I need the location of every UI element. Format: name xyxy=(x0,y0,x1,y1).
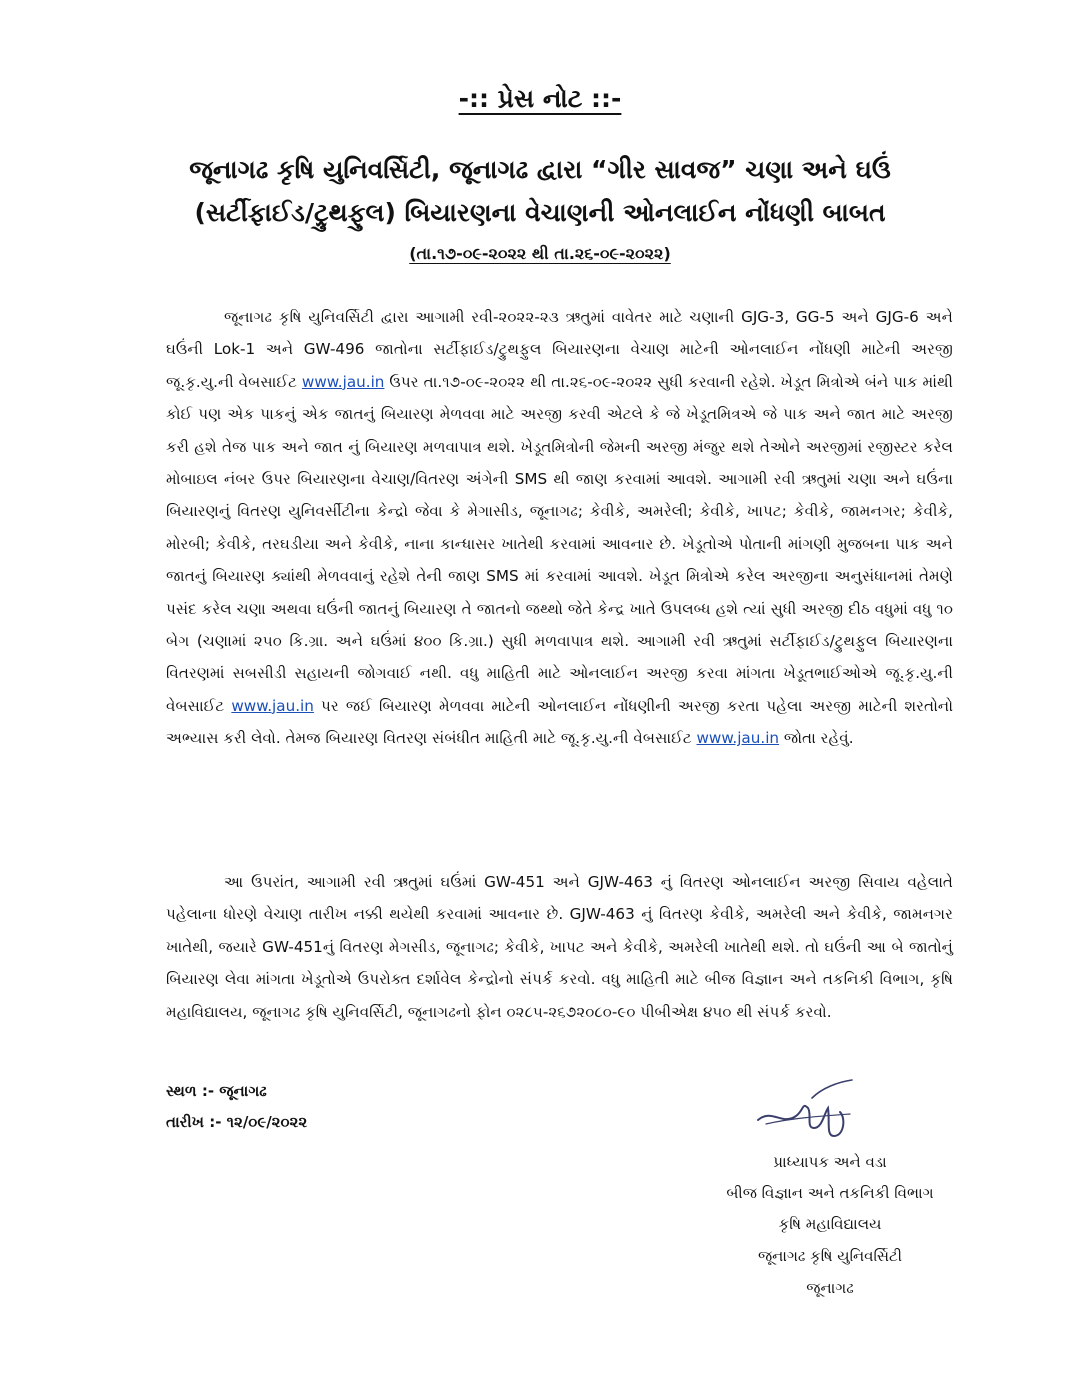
registration-date-range: (તા.૧૭-૦૯-૨૦૨૨ થી તા.૨૬-૦૯-૨૦૨૨) xyxy=(409,244,671,263)
website-link-2[interactable]: www.jau.in xyxy=(231,696,314,715)
website-link-1[interactable]: www.jau.in xyxy=(301,372,385,391)
signatory-university: જૂનાગઢ કૃષિ યુનિવર્સિટી xyxy=(757,1247,903,1265)
place-line: સ્થળ :- જૂનાગઢ xyxy=(166,1082,267,1100)
body-paragraph-1 xyxy=(166,301,953,755)
headline-line-1: જૂનાગઢ કૃષિ યુનિવર્સિટી, જૂનાગઢ દ્વારા “ગીર સાવજ” ચણા અને ઘઉં xyxy=(189,155,891,184)
press-note-title: -:: પ્રેસ નોટ ::- xyxy=(458,84,622,113)
signature-icon xyxy=(752,1078,862,1148)
para1-text-b: ઉપર તા.૧૭-૦૯-૨૦૨૨ થી તા.૨૬-૦૯-૨૦૨૨ સુધી કરવાની રહેશે. ખેડૂત મિત્રોએ બંને પાક માંથી કોઈ પણ એક પાકનું એક જાતનું બિયારણ મેળવવા માટે અરજી કરવી એટલે કે જે ખેડૂતમિત્રએ જે પાક અને જાત માટે અરજી કરી હશે તેજ પાક અને જાત નું બિયારણ મળવાપાત્ર થશે. ખેડૂતમિત્રોની જેમની અરજી મંજુર થશે તેઓને અરજીમાં રજીસ્ટર કરેલ મોબાઇલ નંબર ઉપર બિયારણના વેચાણ/વિતરણ અંગેની SMS થી જાણ કરવામાં આવશે. આગામી રવી ઋતુમાં ચણા અને ઘઉંના બિયારણનું વિતરણ યુનિવર્સીટીના કેન્દ્રો જેવા કે મેગાસીડ, જૂનાગઢ; કેવીકે, અમરેલી; કેવીકે, ખાપટ; કેવીકે, જામનગર; કેવીકે, મોરબી; કેવીકે, તરઘડીયા અને કેવીકે, નાના કાન્ધાસર ખાતેથી કરવામાં આવનાર છે. ખેડૂતોએ પોતાની માંગણી મુજબના પાક અને જાતનું બિયારણ ક્યાંથી મેળવવાનું રહેશે તેની જાણ SMS માં કરવામાં આવશે. ખેડૂત મિત્રોએ કરેલ અરજીના અનુસંધાનમાં તેમણે પસંદ કરેલ ચણા અથવા ઘઉંની જાતનું બિયારણ તે જાતનો જથ્થો જેતે કેન્દ્ર ખાતે ઉપલબ્ધ હશે ત્યાં સુધી અરજી દીઠ વધુમાં વધુ ૧૦ બેગ (ચણામાં ૨૫૦ કિ.ગ્રા. અને ઘઉંમાં ૪૦૦ કિ.ગ્રા.) સુધી મળવાપાત્ર થશે. આગામી રવી ઋતુમાં સર્ટીફાઈડ/ટ્રુથફુલ બિયારણના વિતરણમાં સબસીડી સહાયની જોગવાઈ નથી. વધુ માહિતી માટે ઓનલાઈન અરજી કરવા માંગતા ખેડૂતભાઈઓએ જૂ.કૃ.યુ.ની વેબસાઈટ xyxy=(166,372,953,715)
signatory-title: પ્રાધ્યાપક અને વડા xyxy=(773,1153,887,1171)
body-paragraph-2: આ ઉપરાંત, આગામી રવી ઋતુમાં ઘઉંમાં GW-451 અને GJW-463 નું વિતરણ ઓનલાઈન અરજી સિવાય વહેલાતે પહેલાના ધોરણે વેચાણ તારીખ નક્કી થયેથી કરવામાં આવનાર છે. GJW-463 નું વિતરણ કેવીકે, અમરેલી અને કેવીકે, જામનગર ખાતેથી, જયારે GW-451નું વિતરણ મેગસીડ, જૂનાગઢ; કેવીકે, ખાપટ અને કેવીકે, અમરેલી ખાતેથી થશે. તો ઘઉંની આ બે જાતોનું બિયારણ લેવા માંગતા ખેડૂતોએ ઉપરોક્ત દર્શાવેલ કેન્દ્રોનો સંપર્ક કરવો. વધુ માહિતી માટે બીજ વિજ્ઞાન અને તકનિકી વિભાગ, કૃષિ મહાવિદ્યાલય, જૂનાગઢ કૃષિ યુનિવર્સિટી, જૂનાગઢનો ફોન ૦૨૮૫-૨૬૭૨૦૮૦-૯૦ પીબીએક્ષ ૪૫૦ થી સંપર્ક કરવો. xyxy=(166,873,953,1021)
headline-line-2: (સર્ટીફાઈડ/ટ્રુથફુલ) બિયારણના વેચાણની ઓનલાઈન નોંધણી બાબત xyxy=(194,198,886,227)
para1-text-d: જોતા રહેવું. xyxy=(779,729,854,748)
signatory-city: જૂનાગઢ xyxy=(806,1279,854,1297)
signatory-department: બીજ વિજ્ઞાન અને તકનિકી વિભાગ xyxy=(726,1184,934,1202)
website-link-3[interactable]: www.jau.in xyxy=(696,729,780,748)
para1-text-a: જૂનાગઢ કૃષિ યુનિવર્સિટી દ્વારા આગામી રવી-૨૦૨૨-૨૩ ઋતુમાં વાવેતર માટે ચણાની GJG-3, GG-5 અને GJG-6 અને ઘઉંની Lok-1 અને GW-496 જાતોના સર્ટીફાઈડ/ટ્રુથફુલ બિયારણના વેચાણ માટેની ઓનલાઈન નોંધણી માટેની અરજી જૂ.કૃ.યુ.ની વેબસાઈટ xyxy=(166,308,953,391)
para1-text-c: પર જઈ બિયારણ મેળવવા માટેની ઓનલાઈન નોંધણીની અરજી કરતા પહેલા અરજી માટેની શરતોનો અભ્યાસ કરી લેવો. તેમજ બિયારણ વિતરણ સંબંધીત માહિતી માટે જૂ.કૃ.યુ.ની વેબસાઈટ xyxy=(166,696,953,748)
date-line: તારીખ :- ૧૨/૦૯/૨૦૨૨ xyxy=(166,1113,308,1131)
signatory-college: કૃષિ મહાવિદ્યાલય xyxy=(778,1215,882,1233)
